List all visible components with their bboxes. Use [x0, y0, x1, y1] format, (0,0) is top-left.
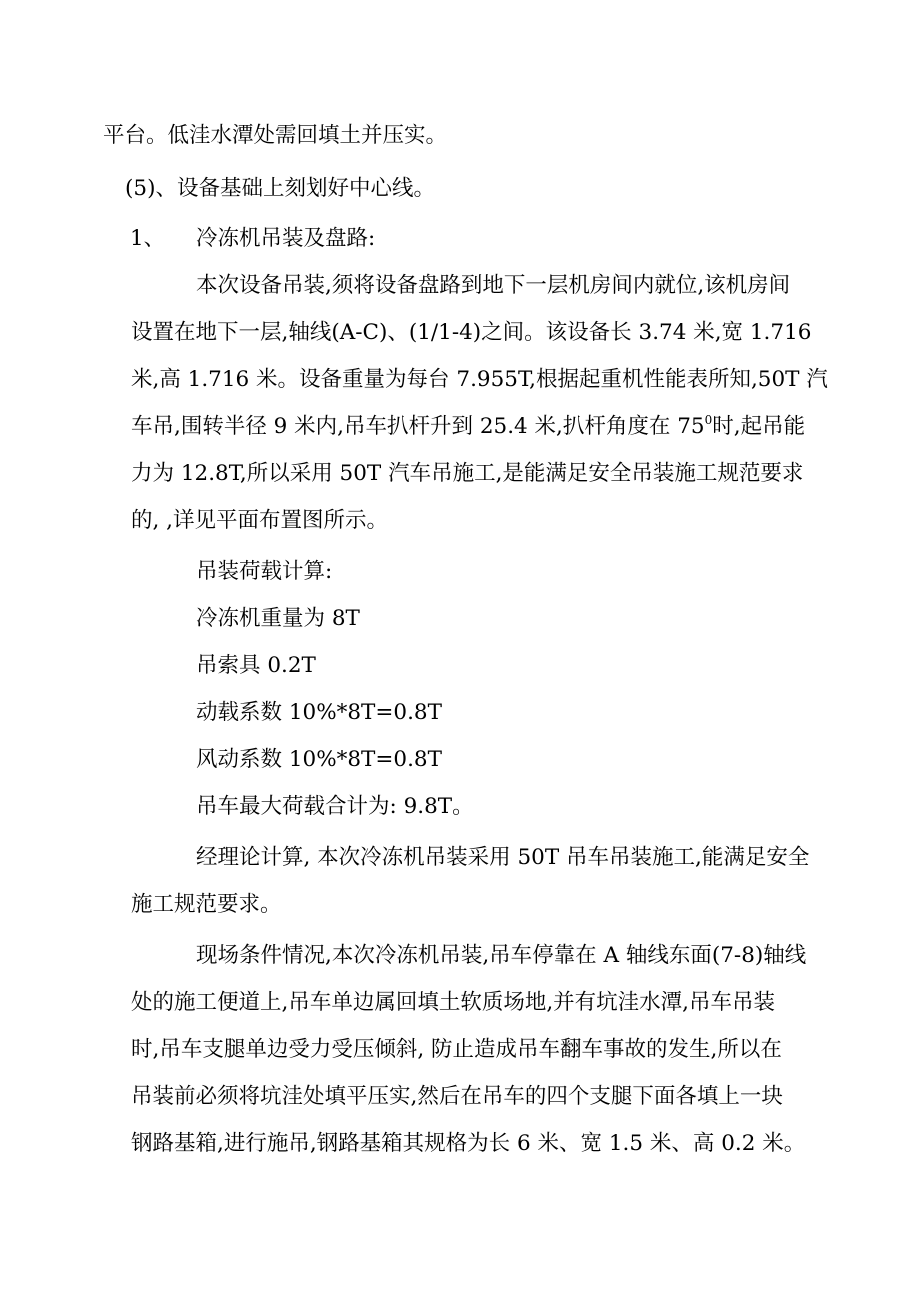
text-line-continuation: 平台。低洼水潭处需回填土并压实。: [103, 123, 448, 148]
paragraph-1-line-4-end: 时,起吊能: [712, 414, 806, 439]
paragraph-1-line-4: [131, 412, 805, 442]
load-item-chiller-weight: 冷冻机重量为 8T: [196, 606, 360, 631]
paragraph-1-line-2: 设置在地下一层,轴线(A-C)、(1/1-4)之间。该设备长 3.74 米,宽 1.716: [131, 320, 812, 345]
text-line-item-5: (5)、设备基础上刻划好中心线。: [125, 176, 435, 201]
paragraph-1-line-4-start: 车吊,围转半径 9 米内,吊车扒杆升到 25.4 米,扒杆角度在 75: [131, 414, 705, 439]
paragraph-3-line-3: 时,吊车支腿单边受力受压倾斜, 防止造成吊车翻车事故的发生,所以在: [131, 1037, 782, 1062]
load-calc-title: 吊装荷载计算:: [196, 559, 333, 584]
section-number: 1、: [130, 226, 166, 251]
degree-superscript: 0: [704, 413, 713, 427]
load-item-wind-factor: 风动系数 10%*8T=0.8T: [196, 747, 442, 772]
paragraph-1-line-6: 的, ,详见平面布置图所示。: [131, 508, 389, 533]
paragraph-1-line-1: 本次设备吊装,须将设备盘路到地下一层机房间内就位,该机房间: [196, 273, 791, 298]
paragraph-3-line-1: 现场条件情况,本次冷冻机吊装,吊车停靠在 A 轴线东面(7-8)轴线: [196, 943, 807, 968]
paragraph-3-line-4: 吊装前必须将坑洼处填平压实,然后在吊车的四个支腿下面各填上一块: [131, 1084, 783, 1109]
load-item-rigging: 吊索具 0.2T: [196, 653, 316, 678]
load-item-dynamic-factor: 动载系数 10%*8T=0.8T: [196, 700, 442, 725]
paragraph-2-line-1: 经理论计算, 本次冷冻机吊装采用 50T 吊车吊装施工,能满足安全: [196, 845, 810, 870]
paragraph-3-line-2: 处的施工便道上,吊车单边属回填土软质场地,并有坑洼水潭,吊车吊装: [131, 990, 776, 1015]
section-title: 冷冻机吊装及盘路:: [196, 226, 376, 251]
load-total: 吊车最大荷载合计为: 9.8T。: [196, 794, 474, 819]
paragraph-1-line-5: 力为 12.8T,所以采用 50T 汽车吊施工,是能满足安全吊装施工规范要求: [131, 461, 804, 486]
paragraph-2-line-2: 施工规范要求。: [131, 892, 282, 917]
paragraph-3-line-5: 钢路基箱,进行施吊,钢路基箱其规格为长 6 米、宽 1.5 米、高 0.2 米。: [131, 1131, 806, 1156]
paragraph-1-line-3: 米,高 1.716 米。设备重量为每台 7.955T,根据起重机性能表所知,50T 汽: [131, 367, 828, 392]
